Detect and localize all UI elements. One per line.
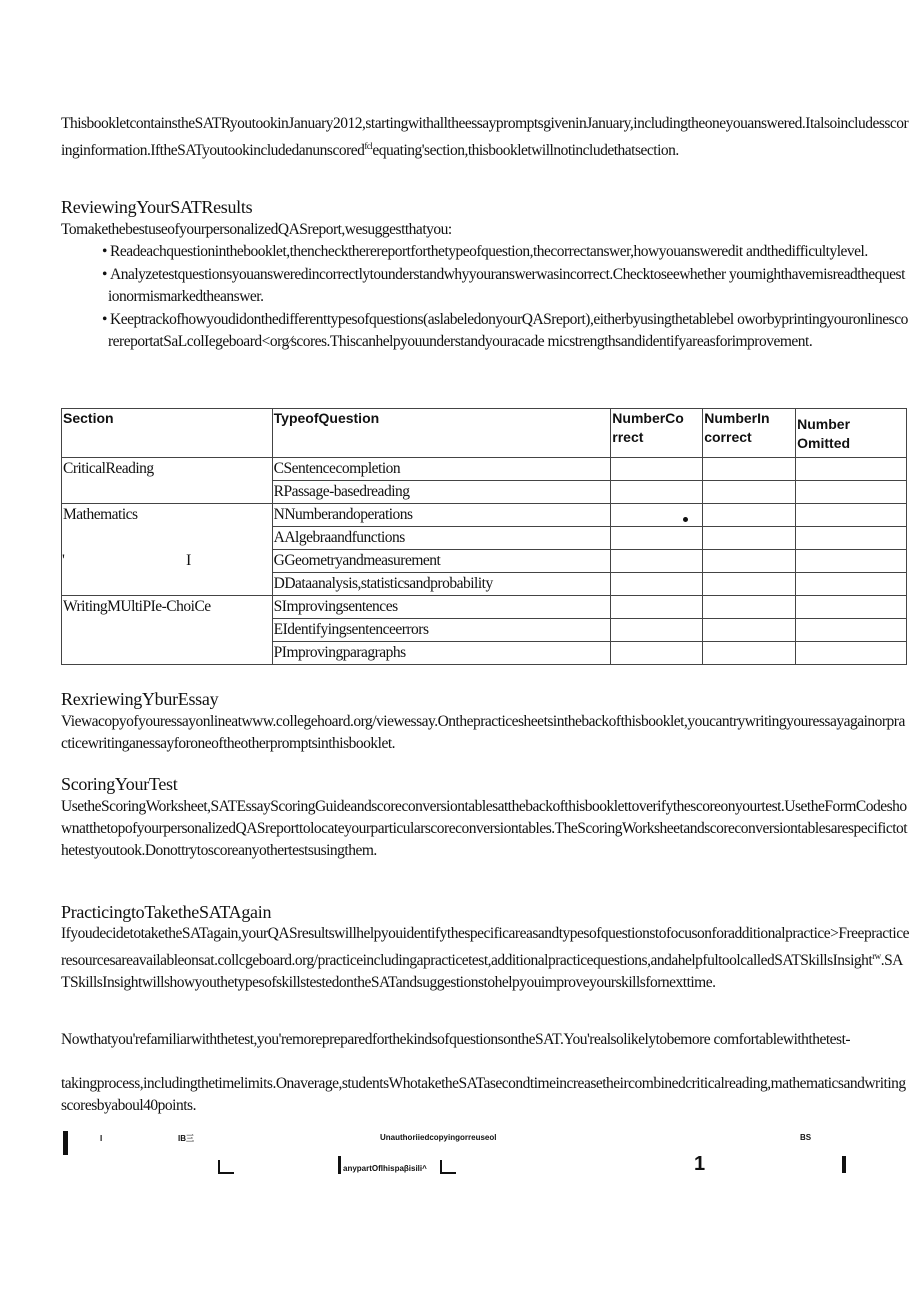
- type-cell: NNumberandoperations: [272, 504, 611, 527]
- scoring-heading: ScoringYourTest: [61, 774, 178, 794]
- omitted-cell[interactable]: [796, 642, 907, 665]
- incorrect-cell[interactable]: [703, 481, 796, 504]
- footer-mid-bar: [338, 1156, 341, 1174]
- incorrect-cell[interactable]: [703, 642, 796, 665]
- practicing-text: IfyoudecidetotaketheSATagain,yourQASresultswillhelpyouidentifythespecificareasandtypesofquestionstofocusonforadditionalpractice>Freepracticeresourcesareavailableonsat.collcgeboard.org/practiceincludingapracticetest,additionalpracticequestions,andahelpfultoolcalledSATSkillsInsight: [61, 925, 909, 970]
- table-row: [62, 596, 907, 619]
- correct-cell[interactable]: [611, 596, 703, 619]
- footer-small-mark: I: [100, 1134, 103, 1143]
- table-header-row: [62, 409, 907, 458]
- footer-code: IB三: [178, 1134, 194, 1143]
- correct-cell[interactable]: [611, 458, 703, 481]
- correct-cell[interactable]: [611, 504, 703, 527]
- incorrect-cell[interactable]: [703, 527, 796, 550]
- intro-superscript: fcl: [364, 141, 373, 151]
- omitted-cell[interactable]: [796, 481, 907, 504]
- incorrect-cell[interactable]: [703, 504, 796, 527]
- header-omitted: [796, 409, 907, 458]
- stray-letter-mark: I: [186, 552, 191, 569]
- header-correct-line2: rrect: [612, 429, 644, 445]
- header-incorrect-line1: NumberIn: [704, 410, 770, 426]
- bullet-text: Keeptrackofhowyoudidonthedifferenttypesofquestions(aslabeledonyourQASreport),eitherbyusingthetablebel oworbyprintingyouronlinescorereportatSaLcolIegeboard<org∕scores.Thiscanhelpyouunderstandyouracade micstrengthsandidentifyareasforimprovement.: [108, 311, 908, 350]
- header-incorrect: [703, 409, 796, 458]
- stray-apostrophe-mark: ': [62, 552, 65, 569]
- omitted-cell[interactable]: [796, 619, 907, 642]
- type-cell: SImprovingsentences: [272, 596, 611, 619]
- section-writing: WritingMUltiPIe-ChoiCe: [62, 596, 273, 665]
- section-critical-reading: CriticalReading: [62, 458, 273, 504]
- closing-text: takingprocess,includingthetimelimits.Onaverage,studentsWhotaketheSATasecondtimeincreasetheircombinedcriticalreading,mathematicsandwritingscoresbyaboul40points.: [61, 1075, 906, 1114]
- intro-paragraph: [61, 113, 909, 162]
- header-omitted-line2: Omitted: [797, 435, 851, 451]
- incorrect-cell[interactable]: [703, 458, 796, 481]
- omitted-cell[interactable]: [796, 596, 907, 619]
- footer-right-code: BS: [800, 1133, 812, 1142]
- incorrect-cell[interactable]: [703, 596, 796, 619]
- footer-box-mark-icon: [218, 1160, 234, 1174]
- essay-body: Viewacopyofyouressayonlineatwww.collegehoard.org/viewessay.Onthepracticesheetsinthebackofthisbooklet,youcantrywritingyouressayagainorpracticewritinganessayforoneoftheotherpromptsinthisbooklet.: [61, 713, 905, 752]
- omitted-cell[interactable]: [796, 504, 907, 527]
- header-omitted-line1: Number: [797, 416, 851, 432]
- reviewing-lead: TomakethebestuseofyourpersonalizedQASreport,wesuggestthatyou:: [61, 221, 452, 238]
- correct-cell[interactable]: [611, 642, 703, 665]
- correct-cell[interactable]: [611, 550, 703, 573]
- bullet-item: [90, 264, 908, 308]
- practicing-text-end: .SATSkillsInsightwillshowyouthetypesofskillstestedontheSATandsuggestionstohelpyouimproveyourskillsfornexttime.: [61, 952, 903, 992]
- header-incorrect-line2: correct: [704, 429, 752, 445]
- correct-cell[interactable]: [611, 527, 703, 550]
- bullet-text: Analyzetestquestionsyouansweredincorrectlytounderstandwhyyouranswerwasincorrect.Checktoseewhether youmighthavemisreadthequestionormismarkedtheanswer.: [108, 266, 905, 305]
- bullet-item: [90, 309, 908, 353]
- type-cell: PImprovingparagraphs: [272, 642, 611, 665]
- footer-left-bar: [63, 1131, 68, 1155]
- type-cell: DDataanalysis,statisticsandprobability: [272, 573, 611, 596]
- incorrect-cell[interactable]: [703, 619, 796, 642]
- incorrect-cell[interactable]: [703, 550, 796, 573]
- footer-right-bar: [842, 1156, 846, 1173]
- dot-mark-icon: [683, 517, 688, 522]
- incorrect-cell[interactable]: [703, 573, 796, 596]
- table-row: [62, 458, 907, 481]
- omitted-cell[interactable]: [796, 550, 907, 573]
- bullet-icon: •: [102, 311, 107, 328]
- footer-notice-continued: anypartOfIhispaβisili^: [343, 1164, 427, 1173]
- header-correct: [611, 409, 703, 458]
- type-cell: AAlgebraandfunctions: [272, 527, 611, 550]
- header-correct-line1: NumberCo: [612, 410, 684, 426]
- correct-cell[interactable]: [611, 481, 703, 504]
- intro-text-end: equating'section,thisbookletwillnotincludethatsection.: [372, 142, 679, 160]
- closing-paragraph-line2: [61, 1073, 909, 1117]
- header-type: TypeofQuestion: [272, 409, 611, 458]
- reviewing-bullet-list: [90, 241, 908, 354]
- question-type-table: [61, 408, 907, 665]
- footer-copyright-notice: Unauthoriiedcopyingorreuseol: [380, 1133, 497, 1142]
- practicing-superscript: rw: [872, 951, 881, 961]
- correct-cell[interactable]: [611, 619, 703, 642]
- bullet-icon: •: [102, 266, 107, 283]
- section-mathematics: [62, 504, 273, 596]
- type-cell: EIdentifyingsentenceerrors: [272, 619, 611, 642]
- table-row: [62, 504, 907, 527]
- omitted-cell[interactable]: [796, 573, 907, 596]
- type-cell: GGeometryandmeasurement: [272, 550, 611, 573]
- closing-paragraph-line1: Nowthatyou'refamiliarwiththetest,you'remorepreparedforthekindsofquestionsontheSAT.You'realsolikelytobemore comfortablewiththetest-: [61, 1031, 851, 1048]
- bullet-item: [90, 241, 908, 263]
- essay-heading: RexriewingYburEssay: [61, 689, 219, 709]
- practicing-heading: PracticingtoTaketheSATAgain: [61, 902, 272, 922]
- footer-box-mark-icon: [440, 1160, 456, 1174]
- practicing-body: [61, 923, 909, 994]
- correct-cell[interactable]: [611, 573, 703, 596]
- bullet-icon: •: [102, 243, 107, 260]
- header-section: Section: [62, 409, 273, 458]
- page-number: 1: [694, 1153, 706, 1175]
- section-mathematics-label: Mathematics: [63, 506, 138, 523]
- omitted-cell[interactable]: [796, 458, 907, 481]
- bullet-text: Readeachquestioninthebooklet,thenchecktherereportforthetypeofquestion,thecorrectanswer,howyouansweredit andthedifficultylevel.: [110, 243, 868, 260]
- reviewing-heading: ReviewingYourSATResults: [61, 197, 253, 217]
- intro-text: ThisbookletcontainstheSATRyoutookinJanuary2012,startingwithalltheessaypromptsgiveninJanuary,includingtheoneyouanswered.Italsoincludesscoringinformation.IftheSATyoutookincludedanunscored: [61, 115, 909, 160]
- omitted-cell[interactable]: [796, 527, 907, 550]
- scoring-body: UsetheScoringWorksheet,SATEssayScoringGuideandscoreconversiontablesatthebackofthisbooklettoverifythescoreonyourtest.UsetheFormCodeshownatthetopofyourpersonalizedQASreporttolocateyourparticularscoreconversiontables.TheScoringWorksheetandscoreconversiontablesarespecifictothetestyoutook.Donottrytoscoreanyothertestsusingthem.: [61, 798, 908, 859]
- type-cell: RPassage-basedreading: [272, 481, 611, 504]
- type-cell: CSentencecompletion: [272, 458, 611, 481]
